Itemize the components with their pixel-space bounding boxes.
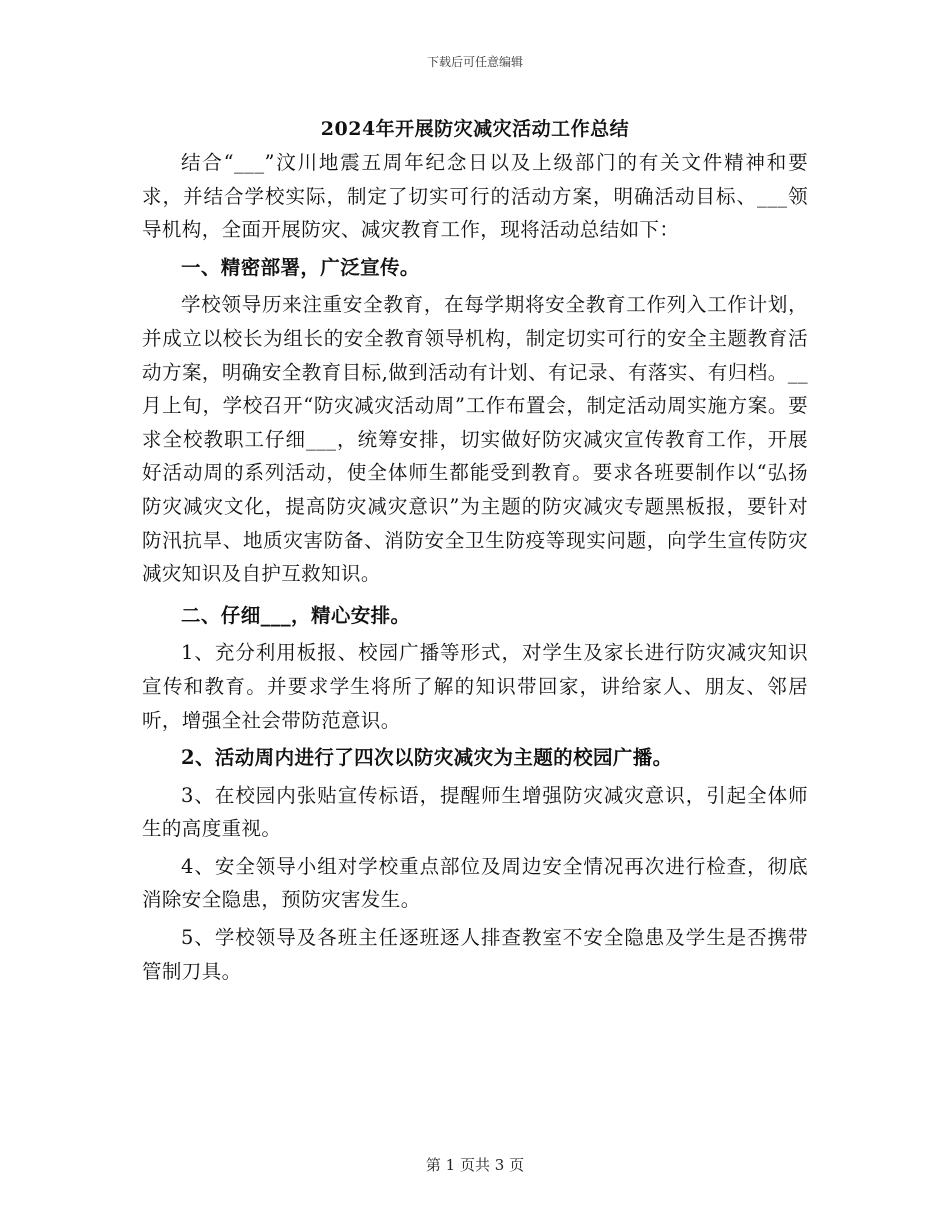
intro-paragraph: 结合“___”汶川地震五周年纪念日以及上级部门的有关文件精神和要求，并结合学校实际，制定了切实可行的活动方案，明确活动目标、___领导机构，全面开展防灾、减灾教育工作，现将活动总结如下： [142, 151, 808, 242]
section-heading-1: 一、精密部署，广泛宣传。 [181, 255, 420, 279]
list-item-5: 5、学校领导及各班主任逐班逐人排查教室不安全隐患及学生是否携带管制刀具。 [142, 926, 808, 983]
document-title: 2024年开展防灾减灾活动工作总结 [320, 118, 630, 140]
list-item-2: 2、活动周内进行了四次以防灾减灾为主题的校园广播。 [181, 746, 673, 770]
body-paragraph: 学校领导历来注重安全教育，在每学期将安全教育工作列入工作计划，并成立以校长为组长的安全教育领导机构，制定切实可行的安全主题教育活动方案，明确安全教育目标,做到活动有计划、有记录、有落实、有归档。__月上旬，学校召开“防灾减灾活动周”工作布置会，制定活动周实施方案。要求全校教职工仔细___，统筹安排，切实做好防灾减灾宣传教育工作，开展好活动周的系列活动，使全体师生都能受到教育。要求各班要制作以“弘扬防灾减灾文化，提高防灾减灾意识”为主题的防灾减灾专题黑板报，要针对防汛抗旱、地质灾害防备、消防安全卫生防疫等现实问题，向学生宣传防灾减灾知识及自护互救知识。 [142, 293, 808, 586]
document-body [142, 146, 808, 988]
header-note: 下载后可任意编辑 [426, 55, 523, 69]
list-item-3: 3、在校园内张贴宣传标语，提醒师生增强防灾减灾意识，引起全体师生的高度重视。 [142, 783, 808, 841]
list-item-1: 1、充分利用板报、校园广播等形式，对学生及家长进行防灾减灾知识宣传和教育。并要求学生将所了解的知识带回家，讲给家人、朋友、邻居听，增强全社会带防范意识。 [142, 641, 808, 732]
section-heading-2: 二、仔细___，精心安排。 [181, 603, 411, 627]
page-number: 第 1 页共 3 页 [425, 1156, 525, 1174]
list-item-4: 4、安全领导小组对学校重点部位及周边安全情况再次进行检查，彻底消除安全隐患，预防灾害发生。 [142, 854, 808, 912]
